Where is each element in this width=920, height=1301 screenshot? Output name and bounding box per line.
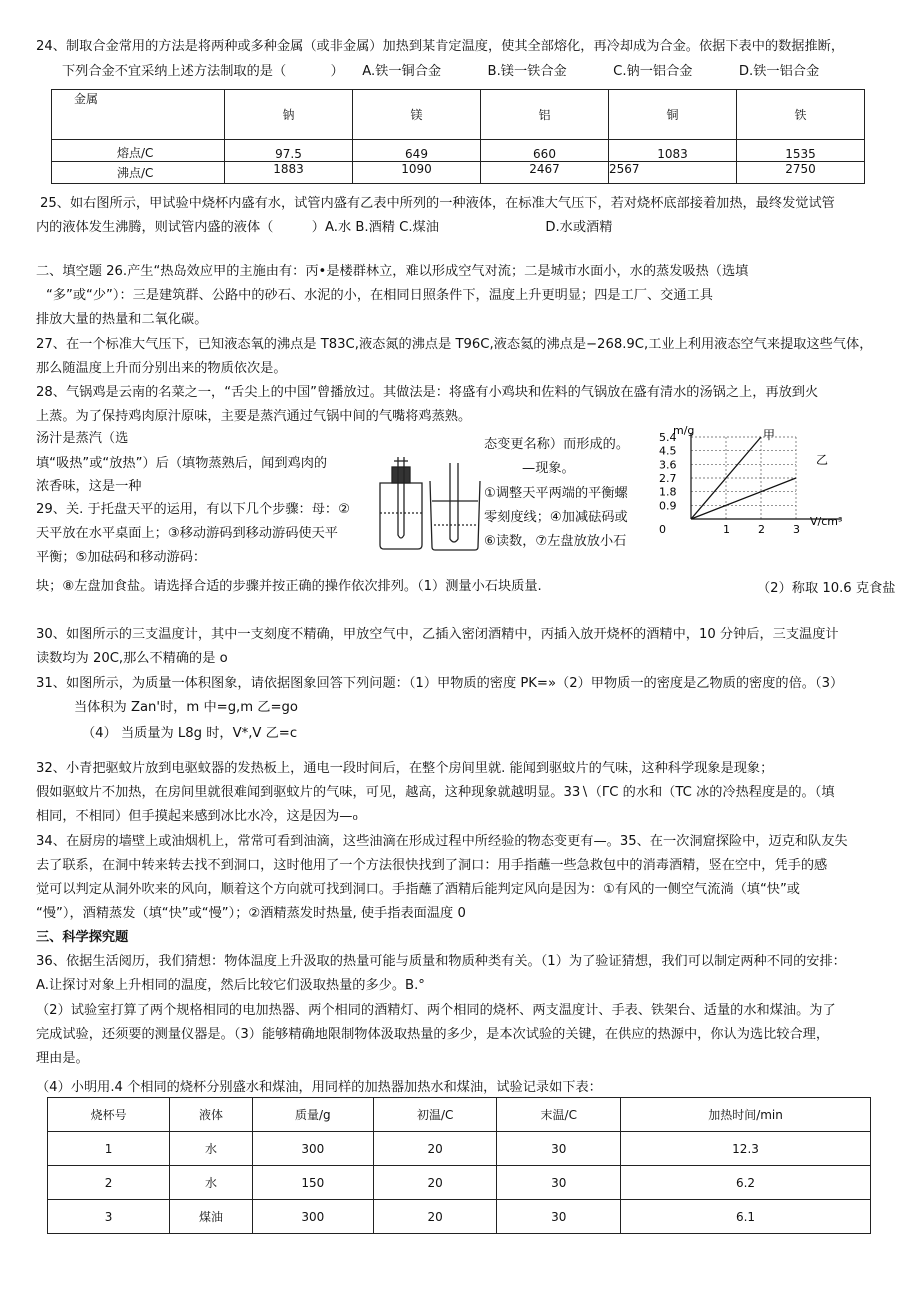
q25-line1: 25、如右图所示，甲试验中烧杯内盛有水，试管内盛有乙表中所列的一种液体，在标准大气压下，若对烧杯底部接着加热，最终发觉试管 bbox=[40, 196, 835, 211]
cell: 2 bbox=[48, 1166, 170, 1200]
melt-value: 97.5 bbox=[225, 140, 353, 162]
q24-paren: ） bbox=[330, 64, 344, 79]
x-tick-label: 1 bbox=[723, 523, 730, 535]
metal-name: 钠 bbox=[225, 90, 353, 140]
metal-name: 铝 bbox=[481, 90, 609, 140]
q29-left1: 29、关. 于托盘天平的运用，有以下几个步骤：母：② bbox=[36, 502, 350, 517]
q29-mid3: ⑥读数，⑦左盘放放小石 bbox=[484, 534, 627, 549]
cell: 煤油 bbox=[170, 1200, 253, 1234]
cell: 30 bbox=[497, 1132, 621, 1166]
cell: 300 bbox=[252, 1132, 373, 1166]
table-header: 加热时间/min bbox=[621, 1098, 871, 1132]
q24-stem: 下列合金不宜采纳上述方法制取的是（ bbox=[62, 64, 287, 79]
q34-line1: 34、在厨房的墙壁上或油烟机上，常常可看到油滴，这些油滴在形成过程中所经验的物态变更有—。35、在一次洞窟探险中，迈克和队友失 bbox=[36, 834, 848, 849]
q32-line3: 相同，不相同）但手摸起来感到冰比水冷，这是因为—₀ bbox=[36, 809, 358, 824]
q24-line1: 24、制取合金常用的方法是将两种或多种金属（或非金属）加热到某肯定温度，使其全部熔化，再冷却成为合金。依据下表中的数据推断， bbox=[36, 39, 845, 54]
q26-line1: 二、填空题 26.产生“热岛效应甲的主施由有：丙•是楼群林立，难以形成空气对流；二是城市水面小，水的蒸发吸热（选填 bbox=[36, 264, 749, 279]
y-tick-label: 0 bbox=[659, 523, 666, 535]
y-tick-label: 0.9 bbox=[659, 499, 677, 513]
table-header: 末温/C bbox=[497, 1098, 621, 1132]
q31-line1: 31、如图所示，为质量一体积图象，请依据图象回答下列问题：（1）甲物质的密度 PK=»（2）甲物质一的密度是乙物质的密度的倍。（3） bbox=[36, 676, 844, 691]
q29-last-right: （2）称取 10.6 克食盐 bbox=[757, 581, 896, 596]
table-header: 烧杯号 bbox=[48, 1098, 170, 1132]
q28-line1: 28、气锅鸡是云南的名菜之一，“舌尖上的中国”曾播放过。其做法是：将盛有小鸡块和佐料的气锅放在盛有清水的汤锅之上，再放到火 bbox=[36, 385, 819, 400]
melt-label: 熔点/C bbox=[52, 140, 225, 162]
q31-line3: （4） 当质量为 L8g 时，V*,V 乙=c bbox=[82, 726, 298, 741]
boil-value: 2750 bbox=[737, 162, 865, 184]
series-line-yi bbox=[691, 478, 796, 519]
q36-line6: （4）小明用.4 个相同的烧杯分别盛水和煤油，用同样的加热器加热水和煤油，试验记录如下表： bbox=[36, 1080, 602, 1095]
cell: 30 bbox=[497, 1166, 621, 1200]
table-row bbox=[48, 1132, 871, 1166]
q24-option-c: C.钠一铝合金 bbox=[613, 64, 693, 79]
metal-header: 金属 bbox=[52, 90, 225, 140]
beaker-with-tube bbox=[430, 463, 480, 550]
q29-left2: 天平放在水平桌面上；③移动游码到移动游码使天平 bbox=[36, 526, 338, 541]
q28-left1: 汤汁是蒸汽（选 bbox=[36, 431, 129, 446]
q31-line2: 当体积为 Zan'时，m 中=g,m 乙=go bbox=[74, 700, 298, 715]
boil-value: 1090 bbox=[353, 162, 481, 184]
q32-line1: 32、小青把驱蚊片放到电驱蚊器的发热板上，通电一段时间后，在整个房间里就. 能闻到驱蚊片的气味，这种科学现象是现象； bbox=[36, 761, 774, 776]
metal-name: 铜 bbox=[609, 90, 737, 140]
cell: 1 bbox=[48, 1132, 170, 1166]
x-tick-label: 3 bbox=[793, 523, 800, 535]
q30-line1: 30、如图所示的三支温度计，其中一支刻度不精确，甲放空气中，乙插入密闭酒精中，丙插入放开烧杯的酒精中，10 分钟后，三支温度计 bbox=[36, 627, 839, 642]
q30-line2: 读数均为 20C,那么不精确的是 o bbox=[36, 651, 228, 666]
cell: 300 bbox=[252, 1200, 373, 1234]
q27-line2: 那么随温度上升而分别出来的物质依次是。 bbox=[36, 361, 287, 376]
q34-line3: 觉可以判定从洞外吹来的风向，顺着这个方向就可找到洞口。手指蘸了酒精后能判定风向是因为：①有风的一侧空气流淌（填“快”或 bbox=[36, 882, 800, 897]
mass-volume-graph bbox=[655, 425, 870, 535]
x-axis-label: V/cm³ bbox=[810, 515, 843, 528]
table-header: 质量/g bbox=[252, 1098, 373, 1132]
q24-option-b: B.镁一铁合金 bbox=[487, 64, 567, 79]
q29-last: 块；⑧左盘加食盐。请选择合适的步骤并按正确的操作依次排列。（1）测量小石块质量. bbox=[36, 579, 542, 594]
q34-line4: “慢”），酒精蒸发（填“快”或“慢”）；②酒精蒸发时热量, 使手指表面温度 0 bbox=[36, 906, 466, 921]
cell: 水 bbox=[170, 1166, 253, 1200]
table-row bbox=[48, 1200, 871, 1234]
metal-table bbox=[51, 89, 865, 184]
metal-name: 镁 bbox=[353, 90, 481, 140]
melt-value: 649 bbox=[353, 140, 481, 162]
q24-option-a: A.铁一铜合金 bbox=[362, 64, 442, 79]
q28-mid2: —现象。 bbox=[522, 461, 575, 476]
section-title: 三、科学探究题 bbox=[36, 930, 129, 945]
q27-line1: 27、在一个标准大气压下，已知液态氧的沸点是 T83C,液态氮的沸点是 T96C,液态氦的沸点是−268.9C,工业上利用液态空气来提取这些气体， bbox=[36, 337, 873, 352]
q25-line2 bbox=[36, 219, 612, 237]
melt-value: 660 bbox=[481, 140, 609, 162]
y-tick-label: 3.6 bbox=[659, 458, 677, 472]
q29-mid1: ①调整天平两端的平衡螺 bbox=[484, 486, 628, 501]
y-tick-label: 1.8 bbox=[659, 485, 677, 499]
y-tick-label: 2.7 bbox=[659, 472, 677, 485]
cell: 20 bbox=[373, 1200, 497, 1234]
q25-option-d: D.水或酒精 bbox=[545, 220, 613, 235]
q36-line1: 36、依据生活阅历，我们猜想：物体温度上升汲取的热量可能与质量和物质种类有关。（1）为了验证猜想，我们可以制定两种不同的安排： bbox=[36, 954, 846, 969]
cell: 30 bbox=[497, 1200, 621, 1234]
q26-line3: 排放大量的热量和二氧化碳。 bbox=[36, 312, 208, 327]
table-header: 初温/C bbox=[373, 1098, 497, 1132]
boil-value: 2467 bbox=[481, 162, 609, 184]
q32-line2: 假如驱蚊片不加热，在房间里就很难闻到驱蚊片的气味，可见，越高，这种现象就越明显。33∖（ΓC 的水和（TC 冰的冷热程度是的。（填 bbox=[36, 785, 835, 800]
cell: 150 bbox=[252, 1166, 373, 1200]
q36-line5: 理由是。 bbox=[36, 1051, 89, 1066]
series-label-yi: 乙 bbox=[816, 453, 829, 467]
q34-line2: 去了联系，在洞中转来转去找不到洞口，这时他用了一个方法很快找到了洞口：用手指蘸一些急救包中的消毒酒精，竖在空中，凭手的感 bbox=[36, 858, 828, 873]
y-tick-label: 5.4 bbox=[659, 431, 677, 444]
q28-line2: 上蒸。为了保持鸡肉原汁原味，主要是蒸汽通过气锅中间的气嘴将鸡蒸熟。 bbox=[36, 409, 472, 424]
melt-value: 1535 bbox=[737, 140, 865, 162]
q25-options: ）A.水 B.酒精 C.煤油 bbox=[311, 220, 439, 235]
boil-label: 沸点/C bbox=[52, 162, 225, 184]
beaker-illustration bbox=[372, 455, 484, 553]
flask-with-tube bbox=[380, 457, 422, 549]
table-header: 液体 bbox=[170, 1098, 253, 1132]
q36-line2: A.让探讨对象上升相同的温度，然后比较它们汲取热量的多少。B.° bbox=[36, 978, 425, 993]
q29-left3: 平衡；⑤加砝码和移动游码： bbox=[36, 550, 207, 565]
q28-left3: 浓香味，这是一种 bbox=[36, 479, 142, 494]
cell: 3 bbox=[48, 1200, 170, 1234]
q28-left2: 填“吸热”或“放热”）后（填物蒸熟后，闻到鸡肉的 bbox=[36, 456, 328, 471]
cell: 20 bbox=[373, 1166, 497, 1200]
q28-mid1: 态变更名称）而形成的。 bbox=[484, 437, 630, 452]
boil-value: 1883 bbox=[225, 162, 353, 184]
y-tick-label: 4.5 bbox=[659, 444, 677, 458]
q29-mid2: 零刻度线；④加减砝码或 bbox=[484, 510, 628, 525]
series-label-jia: 甲 bbox=[763, 428, 776, 442]
q25-stem: 内的液体发生沸腾，则试管内盛的液体（ bbox=[36, 220, 274, 235]
q26-line2: “多”或“少”）：三是建筑群、公路中的砂石、水泥的小，在相同日照条件下，温度上升更明显；四是工厂、交通工具 bbox=[46, 288, 713, 303]
boil-value: 2567 bbox=[609, 162, 737, 184]
cell: 6.2 bbox=[621, 1166, 871, 1200]
q24-line2 bbox=[62, 63, 819, 81]
metal-name: 铁 bbox=[737, 90, 865, 140]
cell: 水 bbox=[170, 1132, 253, 1166]
heating-table bbox=[47, 1097, 871, 1234]
cell: 12.3 bbox=[621, 1132, 871, 1166]
melt-value: 1083 bbox=[609, 140, 737, 162]
cell: 20 bbox=[373, 1132, 497, 1166]
y-axis-label: m/g bbox=[673, 425, 695, 437]
x-tick-label: 2 bbox=[758, 523, 765, 535]
q36-line3: （2）试验室打算了两个规格相同的电加热器、两个相同的酒精灯、两个相同的烧杯、两支温度计、手表、铁架台、适量的水和煤油。为了 bbox=[36, 1003, 836, 1018]
table-row bbox=[48, 1166, 871, 1200]
q36-line4: 完成试验，还须要的测量仪器是。（3）能够精确地限制物体汲取热量的多少，是本次试验的关键，在供应的热源中，你认为选比较合理， bbox=[36, 1027, 830, 1042]
q24-option-d: D.铁一铝合金 bbox=[738, 64, 820, 79]
cell: 6.1 bbox=[621, 1200, 871, 1234]
